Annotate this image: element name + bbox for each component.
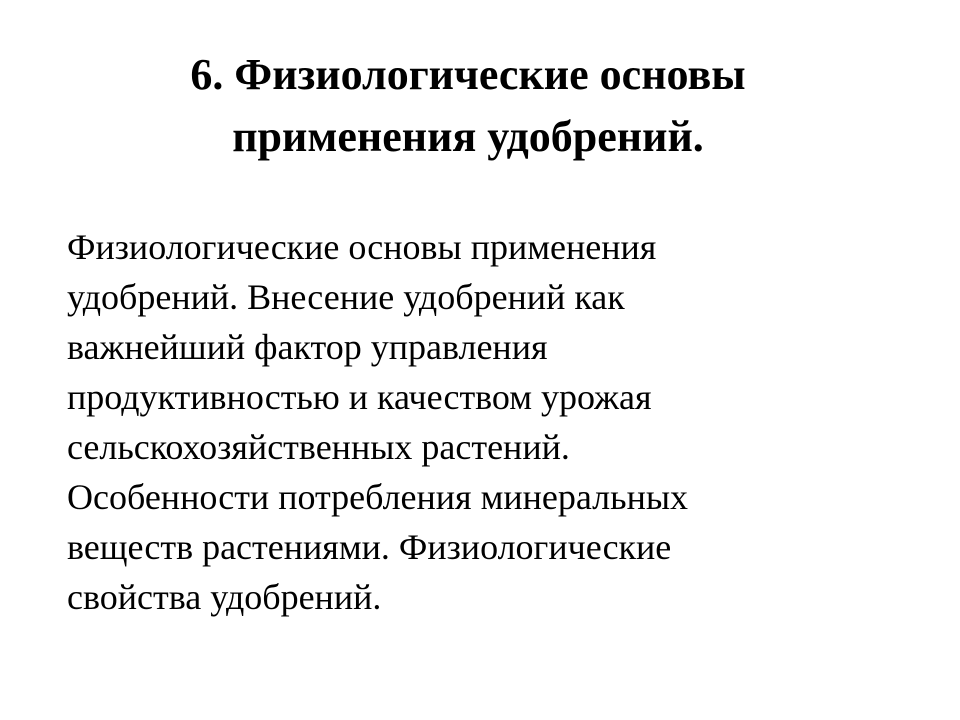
body-line: Особенности потребления минеральных xyxy=(67,477,689,517)
slide-body-text xyxy=(67,222,887,622)
body-line: Физиологические основы применения xyxy=(67,227,657,267)
body-line: продуктивностью и качеством урожая xyxy=(67,377,652,417)
body-line: веществ растениями. Физиологические xyxy=(67,527,672,567)
body-line: свойства удобрений. xyxy=(67,577,382,617)
slide-title-line: 6. Физиологические основы xyxy=(190,50,746,99)
body-line: сельскохозяйственных растений. xyxy=(67,427,570,467)
slide-title xyxy=(0,44,936,168)
body-line: удобрений. Внесение удобрений как xyxy=(67,277,625,317)
slide-title-line: применения удобрений. xyxy=(232,112,704,161)
body-line: важнейший фактор управления xyxy=(67,327,548,367)
